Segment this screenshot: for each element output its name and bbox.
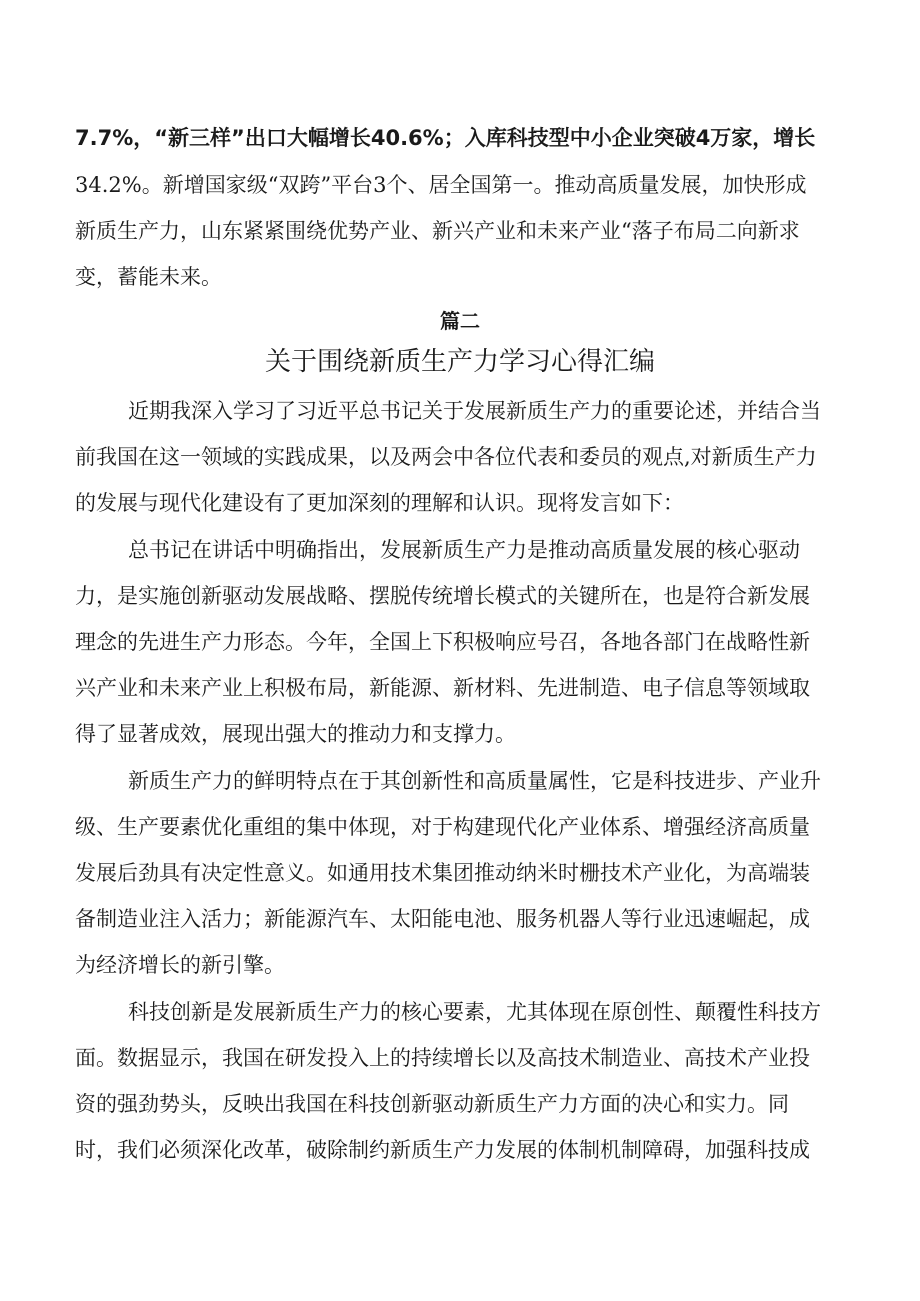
paragraph-2-line-5: 得了显著成效，展现出强大的推动力和支撑力。 — [75, 722, 516, 746]
paragraph-3-line-4: 备制造业注入活力；新能源汽车、太阳能电池、服务机器人等行业迅速崛起，成 — [75, 907, 810, 931]
paragraph-1-line-2: 前我国在这一领域的实践成果，以及两会中各位代表和委员的观点,对新质生产力 — [75, 445, 817, 469]
paragraph-4-line-2: 面。数据显示，我国在研发投入上的持续增长以及高技术制造业、高技术产业投 — [75, 1046, 810, 1070]
paragraph-1-line-1: 近期我深入学习了习近平总书记关于发展新质生产力的重要论述，并结合当 — [128, 399, 821, 423]
continuation-line-2: 34.2%。新增国家级“双跨”平台3个、居全国第一。推动高质量发展，加快形成 — [75, 173, 807, 197]
section-label: 篇二 — [440, 309, 480, 333]
paragraph-2-line-4: 兴产业和未来产业上积极布局，新能源、新材料、先进制造、电子信息等领域取 — [75, 676, 810, 700]
paragraph-3-line-5: 为经济增长的新引擎。 — [75, 953, 285, 977]
paragraph-3-line-2: 级、生产要素优化重组的集中体现，对于构建现代化产业体系、增强经济高质量 — [75, 815, 810, 839]
doc-title: 关于围绕新质生产力学习心得汇编 — [264, 347, 655, 377]
paragraph-3-line-3: 发展后劲具有决定性意义。如通用技术集团推动纳米时栅技术产业化，为高端装 — [75, 861, 810, 885]
paragraph-1-line-3: 的发展与现代化建设有了更加深刻的理解和认识。现将发言如下： — [75, 491, 684, 515]
paragraph-2-line-3: 理念的先进生产力形态。今年，全国上下积极响应号召，各地各部门在战略性新 — [75, 630, 810, 654]
paragraph-3-line-1: 新质生产力的鲜明特点在于其创新性和高质量属性，它是科技进步、产业升 — [128, 769, 821, 793]
continuation-line-3: 新质生产力，山东紧紧围绕优势产业、新兴产业和未来产业“落子布局二向新求 — [75, 219, 800, 243]
paragraph-2-line-1: 总书记在讲话中明确指出，发展新质生产力是推动高质量发展的核心驱动 — [128, 538, 800, 562]
paragraph-2-line-2: 力，是实施创新驱动发展战略、摆脱传统增长模式的关键所在，也是符合新发展 — [75, 584, 810, 608]
paragraph-4-line-3: 资的强劲势头，反映出我国在科技创新驱动新质生产力方面的决心和实力。同 — [75, 1092, 789, 1116]
paragraph-4-line-1: 科技创新是发展新质生产力的核心要素，尤其体现在原创性、颠覆性科技方 — [128, 1000, 821, 1024]
continuation-line-1: 7.7%，“新三样”出口大幅增长40.6%；入库科技型中小企业突破4万家，增长 — [75, 126, 816, 150]
continuation-line-4: 变，蓄能未来。 — [75, 265, 222, 289]
paragraph-4-line-4: 时，我们必须深化改革，破除制约新质生产力发展的体制机制障碍，加强科技成 — [75, 1138, 810, 1162]
